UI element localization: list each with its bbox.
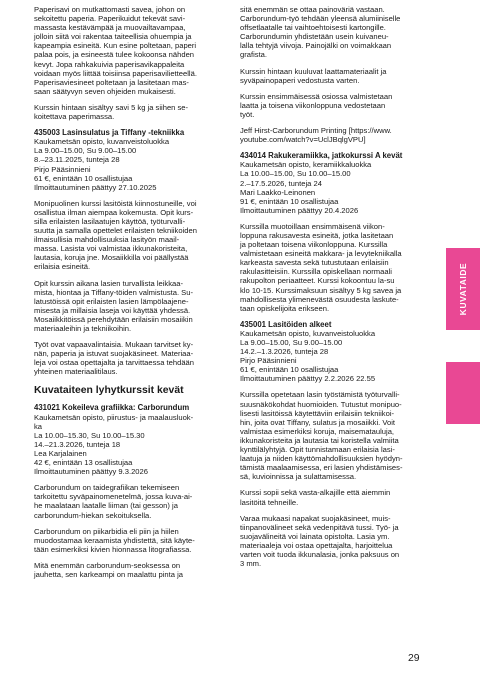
course-title: 431021 Kokeileva grafiikka: Carborundum [34, 403, 190, 413]
text-line: suojavälineitä voi lainata opistolta. Lasia ym. [240, 531, 390, 541]
text-line: massa. Lasista voi valmistaa ikkunakoristeita, [34, 244, 188, 254]
body-paragraph [240, 390, 433, 481]
text-line: sä, kuvioinnissa ja sulattamisessa. [240, 472, 357, 482]
text-line: kevyt. Jopa rahkakuivia paperisavikappaleita [34, 59, 185, 69]
text-line: lisesti lasitöissä käytettäviin erilaisiin tekniikoi- [240, 408, 395, 418]
text-line: jolloin siitä voi rakentaa taiteellisia ohuempia ja [34, 32, 192, 42]
accent-block [446, 362, 480, 424]
course-detail: 42 €, enintään 13 osallistujaa [34, 458, 133, 468]
body-paragraph [34, 103, 230, 121]
text-line: Jeff Hirst-Carborundum Printing [https://www. [240, 126, 392, 136]
text-line: jauhetta, sen karkeampi on maalattu pinta ja [34, 569, 184, 579]
text-line: misesta ja millaisia laseja voi käyttää yhdessä. [34, 305, 191, 315]
course-detail: Ilmoittautuminen päättyy 27.10.2025 [34, 182, 157, 192]
text-line: grafista. [240, 50, 268, 60]
text-line: Carborundum-työ tehdään yleensä alumiiniselle [240, 14, 401, 24]
text-line: kapeampia esineitä. Kun esine poltetaan, paperi [34, 41, 197, 51]
course-detail: 8.–23.11.2025, tunteja 28 [34, 155, 120, 165]
text-line: valmistaa esimerkiksi koruja, maisematauluja, [240, 426, 395, 436]
text-line: materiaaleja voi ostaa opettajalta, harjoittelua [240, 540, 393, 550]
text-line: 3 mm. [240, 559, 262, 569]
body-paragraph [34, 340, 230, 376]
text-line: ja poltetaan toisena viikonloppuna. Kurssilla [240, 240, 388, 250]
body-paragraph [34, 279, 230, 334]
text-line: lautasia, koruja jne. Mosaiikkilla voi päällystää [34, 253, 189, 263]
text-line: Carborundum on taidegrafiikan tekemiseen [34, 483, 180, 493]
course-detail: La 10.00–15.00, Su 10.00–15.00 [240, 169, 351, 179]
text-line: offsetlaatalle tai vaihtoehtoisesti kartongille. [240, 23, 386, 33]
body-paragraph [240, 514, 433, 569]
course-detail: Kaukametsän opisto, piirustus- ja maalausluok- [34, 412, 194, 422]
course-detail: Ilmoittautuminen päättyy 9.3.2026 [34, 467, 148, 477]
text-line: Monipuolinen kurssi lasitöistä kiinnostuneille, voi [34, 198, 197, 208]
section-tab-label: KUVATAIDE [458, 262, 468, 316]
text-line: koitettava paperimassa. [34, 112, 115, 122]
course-info [240, 151, 433, 215]
body-paragraph [240, 488, 433, 506]
course-info [34, 403, 230, 476]
text-line: kynttilälyhtyjä. Opit tunnistamaan erilaisia lasi- [240, 445, 395, 455]
text-line: tään esimerkiksi kivien hionnassa litografiassa. [34, 544, 192, 554]
text-line: taan opiskelijoita erikseen. [240, 303, 330, 313]
text-line: carborundum-hiekan sekoituksella. [34, 510, 152, 520]
course-434014 [240, 151, 433, 313]
course-detail: Kaukametsän opisto, kuvanveistoluokka [240, 328, 376, 338]
section-tab [446, 248, 480, 330]
course-detail: Mari Laakko-Leinonen [240, 187, 316, 197]
course-detail: 61 €, enintään 10 osallistujaa [34, 173, 133, 183]
text-line: massasta kestävämpää ja muovailtavampaa, [34, 23, 186, 33]
course-detail: Ilmoittautuminen päättyy 2.2.2026 22.55 [240, 374, 376, 384]
text-line: hin, joita ovat Tiffany, sulatus ja mosaiikki. Voit [240, 417, 396, 427]
course-title: 434014 Rakukeramiikka, jatkokurssi A kevät [240, 151, 403, 161]
text-line: Carborundum on piikarbidia eli piin ja hiilen [34, 526, 179, 536]
text-line: Kurssin hintaan sisältyy savi 5 kg ja siihen se- [34, 102, 189, 112]
text-line: muodostamaa keraamista yhdistettä, sitä käyte- [34, 535, 195, 545]
body-paragraph [240, 5, 433, 60]
body-paragraph [34, 199, 230, 272]
text-line: suutta ja samalla opettelet erilaisten tekniikoiden [34, 226, 197, 236]
page-number: 29 [408, 653, 420, 664]
text-line: yhteinen materiaalitilaus. [34, 367, 118, 377]
course-435003 [34, 128, 230, 376]
text-line: klo 10-15. Kurssimaksuun sisältyy 5 kg savea ja [240, 285, 402, 295]
text-line: silla erilaisten lasilaatujen käyttöä, työturvalli- [34, 216, 186, 226]
text-line: laatta ja toisena viikonloppuna vedostetaan [240, 100, 386, 110]
text-line: Carborundumin yhdistetään usein kuivaneu- [240, 32, 389, 42]
body-paragraph [34, 5, 230, 96]
text-line: youtube.com/watch?v=UclJBqlgVPU] [240, 135, 366, 145]
text-line: sitä enemmän se ottaa painoväriä vastaan. [240, 5, 385, 14]
course-info [240, 320, 433, 384]
text-line: sekoitettu paperia. Paperikuidut tekevät savi- [34, 14, 186, 24]
left-column [34, 5, 230, 586]
text-line: latustöissä opit erilaisten lasien lämpölaajene- [34, 296, 189, 306]
text-line: osallistua ilman aiempaa kokemusta. Opit kurs- [34, 207, 194, 217]
text-line: laatuja ja niiden käyttömahdollisuuksien hyödyn- [240, 454, 403, 464]
body-paragraph [240, 67, 433, 85]
text-line: varten voit tuoda ikkunalasia, jonka paksuus on [240, 549, 400, 559]
text-line: Kurssin hintaan kuuluvat laattamateriaalit ja [240, 66, 387, 76]
text-line: Paperisaviesineet poltetaan ja lasitetaan mas- [34, 77, 189, 87]
text-line: mahdollisesta ylimenevästä osuudesta laskute- [240, 294, 399, 304]
text-line: Kurssilla opetetaan lasin työstämistä työturvalli- [240, 390, 400, 400]
text-line: Kurssin ensimmäisessä osiossa valmistetaan [240, 91, 393, 101]
text-line: saan säätyvyn seven ohjeiden mukaisesti. [34, 86, 176, 96]
text-line: leja voi ostaa opettajalta ja tarvittaessa tehdään [34, 358, 194, 368]
continued-text [240, 5, 433, 144]
course-detail: 61 €, enintään 10 osallistujaa [240, 365, 339, 375]
text-line: Kurssi sopii sekä vasta-alkajille että aiemmin [240, 488, 391, 498]
text-line: materiaaleihin ja tekniikoihin. [34, 324, 132, 333]
text-line: Mosaiikkitöissä perehdytään erilaisiin mosaiikin [34, 314, 193, 324]
text-line: Paperisavi on mutkattomasti savea, johon on [34, 5, 186, 14]
course-detail: Lea Karjalainen [34, 448, 87, 458]
text-line: tarkoitettu syväpainomenetelmä, jossa kuva-ai- [34, 492, 193, 502]
text-line: tiinpanovälineet sekä vedenpitävä tussi. Työ- ja [240, 522, 399, 532]
text-line: rakulasitteisiin. Kurssilla opiskellaan normaali [240, 267, 392, 277]
text-line: Työt ovat vapaavalintaisia. Mukaan tarvitset ky- [34, 340, 194, 350]
text-line: lalla tehtyjä viivoja. Painojälki on voimakkaan [240, 41, 392, 51]
text-line: erilaisia esineitä. [34, 262, 91, 272]
course-detail: Kaukametsän opisto, kuvanveistoluokka [34, 137, 170, 147]
course-detail: 14.–21.3.2026, tunteja 18 [34, 439, 121, 449]
text-line: Varaa mukaasi napakat suojakäsineet, muis- [240, 513, 391, 523]
course-431021 [34, 403, 230, 579]
text-line: palaa pois, ja esineestä tulee kokoonsa nähden [34, 50, 195, 60]
body-paragraph [34, 483, 230, 519]
body-paragraph [240, 126, 433, 144]
section-heading: Kuvataiteen lyhytkurssit kevät [34, 385, 184, 397]
text-line: lasitöitä tehneille. [240, 497, 299, 507]
text-line: loppuna rakusavesta esineitä, jotka lasitetaan [240, 230, 394, 240]
course-detail: La 9.00–15.00, Su 9.00–15.00 [34, 146, 137, 156]
course-435001 [240, 320, 433, 568]
text-line: Opit kurssin aikana lasien turvallista leikkaa- [34, 278, 183, 288]
text-line: he maalataan laatalle liiman (tai gesson) ja [34, 501, 178, 511]
course-detail: 91 €, enintään 10 osallistujaa [240, 196, 339, 206]
text-line: mista, hiontaa ja Tiffany-töiden valmistusta. Su- [34, 287, 193, 297]
text-line: rakupolton periaatteet. Kurssi kokoontuu la-su [240, 276, 395, 286]
body-paragraph [34, 527, 230, 554]
text-line: voidaan myös liittää toisiinsa paperisavilietteellä. [34, 68, 197, 78]
course-info [34, 128, 230, 192]
text-line: suusnäkökohdat huomioiden. Tutustut monipuo- [240, 399, 402, 409]
course-detail: La 9.00–15.00, Su 9.00–15.00 [240, 338, 343, 347]
course-detail: 2.–17.5.2026, tunteja 24 [240, 178, 322, 188]
text-line: valmistetaan esineitä makkara- ja levytekniikalla [240, 249, 402, 259]
course-detail: Ilmoittautuminen päättyy 20.4.2026 [240, 205, 359, 215]
body-paragraph [240, 222, 433, 313]
text-line: Mitä enemmän carborundum-seoksessa on [34, 560, 181, 570]
course-detail: La 10.00–15.30, Su 10.00–15.30 [34, 430, 145, 440]
intro-text [34, 5, 230, 121]
body-paragraph [34, 561, 230, 579]
text-line: karkeasta savesta sekä tutustutaan erilaisiin [240, 258, 389, 268]
course-title: 435001 Lasitöiden alkeet [240, 319, 332, 329]
text-line: ilmaisullisia mahdollisuuksia lasityön maail- [34, 235, 180, 245]
course-detail: Pirjo Pääsinnieni [34, 164, 91, 174]
course-detail: Pirjo Pääsinnieni [240, 356, 297, 366]
text-line: syväpainopaperi vedostusta varten. [240, 75, 360, 85]
course-title: 435003 Lasinsulatus ja Tiffany -tekniikka [34, 128, 185, 138]
course-detail: Kaukametsän opisto, keramiikkaluokka [240, 160, 372, 170]
course-detail: ka [34, 421, 43, 431]
right-column [240, 5, 433, 575]
text-line: tämistä maalaamisessa, eri lasien yhdistämises- [240, 463, 403, 473]
body-paragraph [240, 92, 433, 119]
course-detail: 14.2.–1.3.2026, tunteja 28 [240, 347, 329, 357]
text-line: ikkunakoristeita ja lautasia tai koristella valmiita [240, 435, 399, 445]
text-line: nän, paperia ja istuvat suojakäsineet. Materiaa- [34, 349, 194, 359]
text-line: Kurssilla muotoillaan ensimmäisenä viikon- [240, 221, 385, 231]
text-line: työt. [240, 109, 255, 119]
